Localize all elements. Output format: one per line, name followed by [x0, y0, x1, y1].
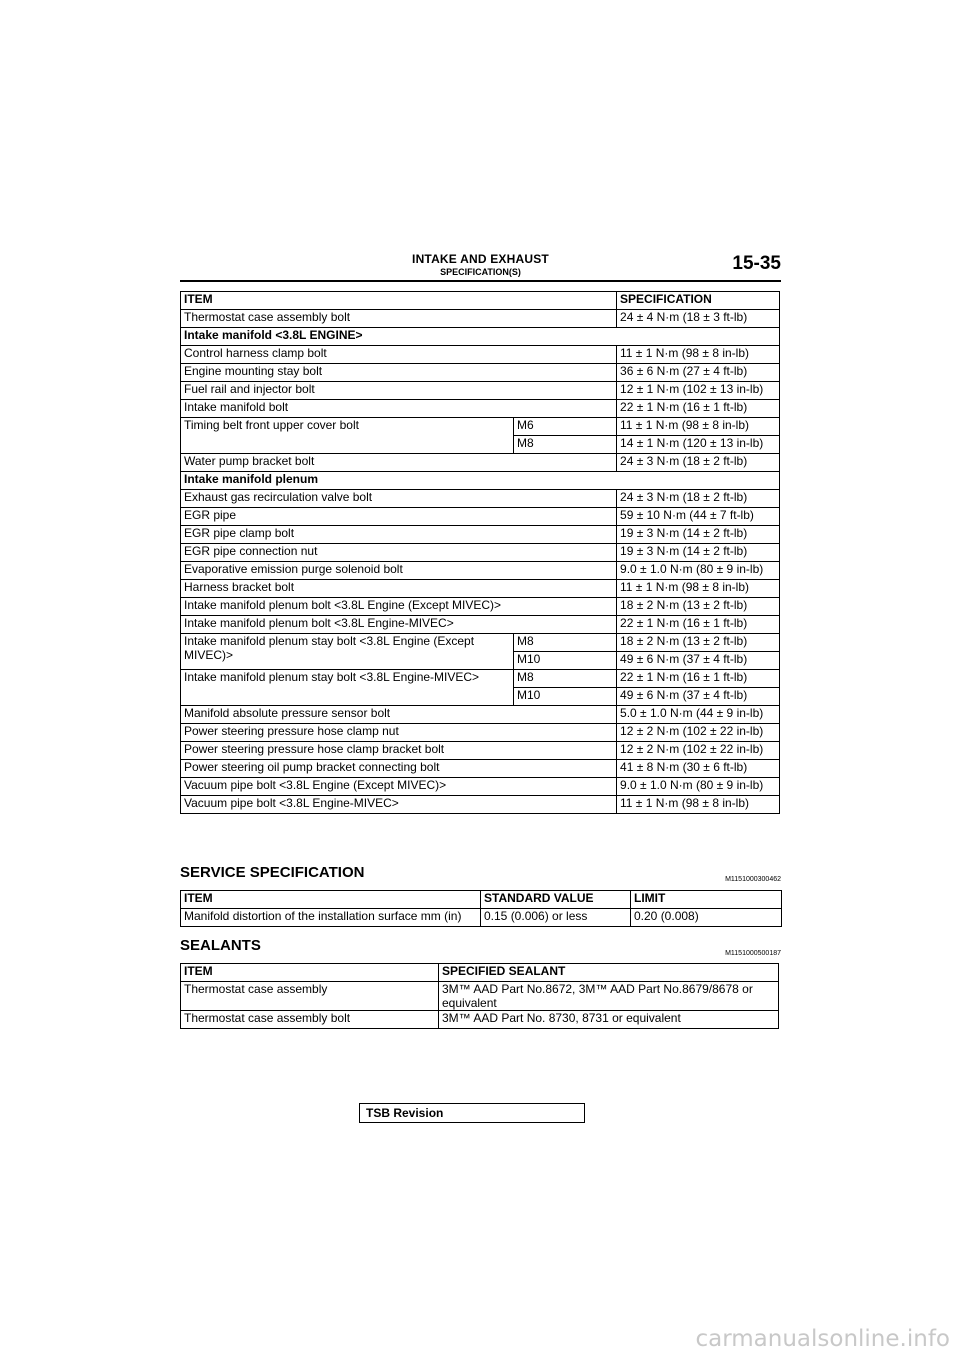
page-header — [180, 250, 781, 282]
table-header-row — [181, 891, 782, 909]
spec-cell: 9.0 ± 1.0 N·m (80 ± 9 in-lb) — [617, 562, 780, 580]
torque-spec-table — [180, 291, 780, 814]
table-row — [181, 562, 780, 580]
section-label: Intake manifold plenum — [181, 472, 780, 490]
item-cell: Intake manifold bolt — [181, 400, 617, 418]
table-row — [181, 634, 780, 652]
table-row — [181, 526, 780, 544]
item-cell: Thermostat case assembly — [181, 982, 439, 1011]
spec-cell: 11 ± 1 N·m (98 ± 8 in-lb) — [617, 580, 780, 598]
item-cell: EGR pipe clamp bolt — [181, 526, 617, 544]
spec-cell: 12 ± 2 N·m (102 ± 22 in-lb) — [617, 724, 780, 742]
header-specification: SPECIFICATION — [617, 292, 780, 310]
item-cell: Vacuum pipe bolt <3.8L Engine-MIVEC> — [181, 796, 617, 814]
size-cell: M8 — [514, 670, 617, 688]
header-specified-sealant: SPECIFIED SEALANT — [439, 964, 779, 982]
table-row — [181, 346, 780, 364]
item-cell: Thermostat case assembly bolt — [181, 310, 617, 328]
item-cell: Power steering pressure hose clamp nut — [181, 724, 617, 742]
item-cell: Harness bracket bolt — [181, 580, 617, 598]
item-cell: Manifold distortion of the installation surface mm (in) — [181, 909, 481, 927]
table-row — [181, 1011, 779, 1029]
size-cell: M6 — [514, 418, 617, 436]
table-header-row — [181, 292, 780, 310]
sealant-cell: 3M™ AAD Part No. 8730, 8731 or equivalent — [439, 1011, 779, 1029]
size-cell: M10 — [514, 652, 617, 670]
table-row — [181, 742, 780, 760]
spec-cell: 22 ± 1 N·m (16 ± 1 ft-lb) — [617, 670, 780, 688]
table-row — [181, 778, 780, 796]
size-cell: M10 — [514, 688, 617, 706]
service-spec-table — [180, 890, 782, 927]
section-subtitle: SPECIFICATION(S) — [440, 267, 521, 277]
item-cell: Evaporative emission purge solenoid bolt — [181, 562, 617, 580]
item-cell: Intake manifold plenum bolt <3.8L Engine (Except MIVEC)> — [181, 598, 617, 616]
spec-cell: 24 ± 3 N·m (18 ± 2 ft-lb) — [617, 490, 780, 508]
spec-cell: 22 ± 1 N·m (16 ± 1 ft-lb) — [617, 616, 780, 634]
table-row — [181, 706, 780, 724]
table-row — [181, 796, 780, 814]
limit-cell: 0.20 (0.008) — [631, 909, 782, 927]
spec-cell: 24 ± 4 N·m (18 ± 3 ft-lb) — [617, 310, 780, 328]
spec-cell: 24 ± 3 N·m (18 ± 2 ft-lb) — [617, 454, 780, 472]
spec-cell: 19 ± 3 N·m (14 ± 2 ft-lb) — [617, 526, 780, 544]
spec-cell: 49 ± 6 N·m (37 ± 4 ft-lb) — [617, 688, 780, 706]
sealants-code: M1151000500187 — [725, 950, 781, 957]
spec-cell: 18 ± 2 N·m (13 ± 2 ft-lb) — [617, 598, 780, 616]
sealants-heading: SEALANTS — [180, 937, 261, 954]
table-row — [181, 310, 780, 328]
spec-cell: 59 ± 10 N·m (44 ± 7 ft-lb) — [617, 508, 780, 526]
item-cell: Engine mounting stay bolt — [181, 364, 617, 382]
section-row — [181, 328, 780, 346]
size-cell: M8 — [514, 634, 617, 652]
header-item: ITEM — [181, 292, 617, 310]
watermark: carmanualsonline.info — [695, 1326, 950, 1352]
spec-cell: 14 ± 1 N·m (120 ± 13 in-lb) — [617, 436, 780, 454]
table-row — [181, 616, 780, 634]
item-cell: EGR pipe connection nut — [181, 544, 617, 562]
section-row — [181, 472, 780, 490]
table-row — [181, 580, 780, 598]
sealant-cell: 3M™ AAD Part No.8672, 3M™ AAD Part No.8679/8678 or equivalent — [439, 982, 779, 1011]
item-cell: Intake manifold plenum bolt <3.8L Engine-MIVEC> — [181, 616, 617, 634]
size-cell: M8 — [514, 436, 617, 454]
section-title: INTAKE AND EXHAUST — [412, 252, 549, 266]
table-row — [181, 382, 780, 400]
item-cell: Intake manifold plenum stay bolt <3.8L Engine-MIVEC> — [181, 670, 514, 706]
table-row — [181, 909, 782, 927]
table-row — [181, 724, 780, 742]
item-cell: Power steering pressure hose clamp bracket bolt — [181, 742, 617, 760]
service-spec-code: M1151000300462 — [725, 876, 781, 883]
spec-cell: 19 ± 3 N·m (14 ± 2 ft-lb) — [617, 544, 780, 562]
spec-cell: 12 ± 1 N·m (102 ± 13 in-lb) — [617, 382, 780, 400]
item-cell: Manifold absolute pressure sensor bolt — [181, 706, 617, 724]
item-cell: Control harness clamp bolt — [181, 346, 617, 364]
item-cell: Timing belt front upper cover bolt — [181, 418, 514, 454]
table-row — [181, 490, 780, 508]
spec-cell: 11 ± 1 N·m (98 ± 8 in-lb) — [617, 418, 780, 436]
table-row — [181, 670, 780, 688]
item-cell: Intake manifold plenum stay bolt <3.8L Engine (Except MIVEC)> — [181, 634, 514, 670]
spec-cell: 11 ± 1 N·m (98 ± 8 in-lb) — [617, 346, 780, 364]
item-cell: Exhaust gas recirculation valve bolt — [181, 490, 617, 508]
item-cell: Vacuum pipe bolt <3.8L Engine (Except MIVEC)> — [181, 778, 617, 796]
item-cell: Fuel rail and injector bolt — [181, 382, 617, 400]
header-standard-value: STANDARD VALUE — [481, 891, 631, 909]
spec-cell: 11 ± 1 N·m (98 ± 8 in-lb) — [617, 796, 780, 814]
sealants-table — [180, 963, 779, 1029]
spec-cell: 36 ± 6 N·m (27 ± 4 ft-lb) — [617, 364, 780, 382]
spec-cell: 18 ± 2 N·m (13 ± 2 ft-lb) — [617, 634, 780, 652]
table-row — [181, 544, 780, 562]
tsb-revision-box — [359, 1103, 585, 1123]
spec-cell: 12 ± 2 N·m (102 ± 22 in-lb) — [617, 742, 780, 760]
item-cell: EGR pipe — [181, 508, 617, 526]
spec-cell: 22 ± 1 N·m (16 ± 1 ft-lb) — [617, 400, 780, 418]
table-row — [181, 982, 779, 1011]
spec-cell: 49 ± 6 N·m (37 ± 4 ft-lb) — [617, 652, 780, 670]
table-row — [181, 508, 780, 526]
tsb-revision-label: TSB Revision — [366, 1106, 444, 1120]
table-row — [181, 418, 780, 436]
table-row — [181, 760, 780, 778]
item-cell: Power steering oil pump bracket connecting bolt — [181, 760, 617, 778]
item-cell: Thermostat case assembly bolt — [181, 1011, 439, 1029]
table-row — [181, 400, 780, 418]
page-number: 15-35 — [732, 253, 781, 274]
header-item: ITEM — [181, 891, 481, 909]
item-cell: Water pump bracket bolt — [181, 454, 617, 472]
spec-cell: 41 ± 8 N·m (30 ± 6 ft-lb) — [617, 760, 780, 778]
table-header-row — [181, 964, 779, 982]
table-row — [181, 454, 780, 472]
spec-cell: 9.0 ± 1.0 N·m (80 ± 9 in-lb) — [617, 778, 780, 796]
spec-cell: 5.0 ± 1.0 N·m (44 ± 9 in-lb) — [617, 706, 780, 724]
standard-value-cell: 0.15 (0.006) or less — [481, 909, 631, 927]
header-item: ITEM — [181, 964, 439, 982]
service-spec-heading: SERVICE SPECIFICATION — [180, 864, 365, 881]
header-limit: LIMIT — [631, 891, 782, 909]
table-row — [181, 364, 780, 382]
table-row — [181, 598, 780, 616]
section-label: Intake manifold <3.8L ENGINE> — [181, 328, 780, 346]
